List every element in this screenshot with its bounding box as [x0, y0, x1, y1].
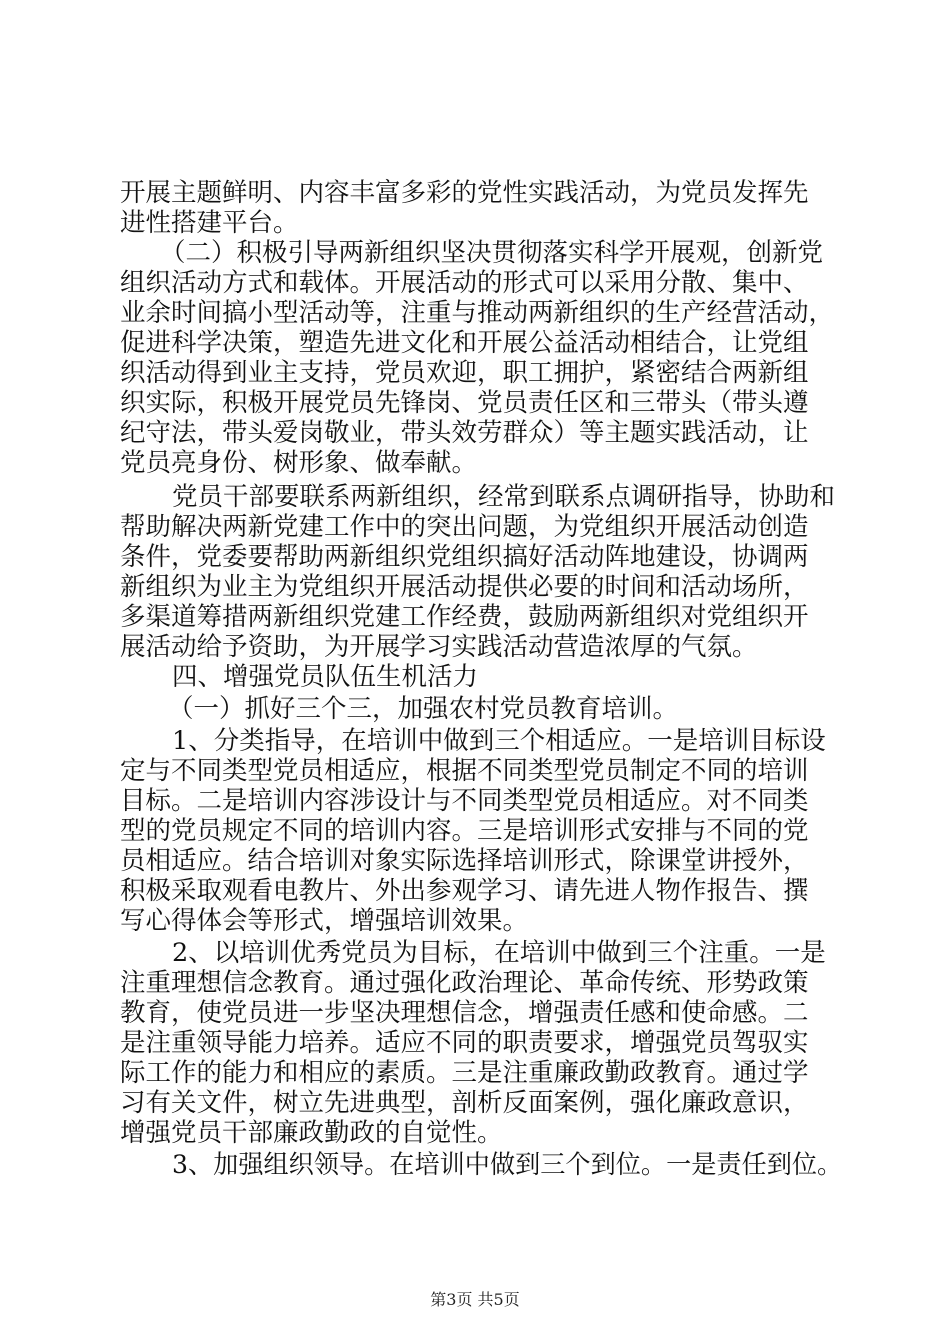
text-line-6: 促进科学决策，塑造先进文化和开展公益活动相结合，让党组 — [120, 328, 809, 358]
text-line-12: 帮助解决两新党建工作中的突出问题，为党组织开展活动创造 — [120, 512, 809, 542]
page-number-footer: 第3页 共5页 — [430, 1290, 520, 1309]
text-line-30: 际工作的能力和相应的素质。三是注重廉政勤政教育。通过学 — [120, 1058, 809, 1088]
text-line-21: 目标。二是培训内容涉设计与不同类型党员相适应。对不同类 — [120, 786, 809, 816]
paragraph-start-33: 3、加强组织领导。在培训中做到三个到位。一是责任到位。 — [172, 1150, 843, 1180]
text-line-32: 增强党员干部廉政勤政的自觉性。 — [120, 1118, 503, 1148]
text-line-16: 展活动给予资助，为开展学习实践活动营造浓厚的气氛。 — [120, 632, 758, 662]
text-line-22: 型的党员规定不同的培训内容。三是培训形式安排与不同的党 — [120, 816, 809, 846]
text-line-13: 条件，党委要帮助两新组织党组织搞好活动阵地建设，协调两 — [120, 542, 809, 572]
section-heading-2: （二）积极引导两新组织坚决贯彻落实科学开展观，创新党 — [160, 238, 824, 268]
subsection-heading-1: （一）抓好三个三，加强农村党员教育培训。 — [168, 694, 679, 724]
text-line-1: 开展主题鲜明、内容丰富多彩的党性实践活动，为党员发挥先 — [120, 178, 809, 208]
paragraph-start-19: 1、分类指导，在培训中做到三个相适应。一是培训目标设 — [172, 726, 826, 756]
text-line-9: 纪守法，带头爱岗敬业，带头效劳群众）等主题实践活动，让 — [120, 418, 809, 448]
text-line-24: 积极采取观看电教片、外出参观学习、请先进人物作报告、撰 — [120, 876, 809, 906]
text-line-31: 习有关文件，树立先进典型，剖析反面案例，强化廉政意识， — [120, 1088, 809, 1118]
text-line-14: 新组织为业主为党组织开展活动提供必要的时间和活动场所， — [120, 572, 809, 602]
text-line-4: 组织活动方式和载体。开展活动的形式可以采用分散、集中、 — [120, 268, 809, 298]
paragraph-start-26: 2、以培训优秀党员为目标，在培训中做到三个注重。一是 — [172, 938, 826, 968]
text-line-27: 注重理想信念教育。通过强化政治理论、革命传统、形势政策 — [120, 968, 809, 998]
text-line-10: 党员亮身份、树形象、做奉献。 — [120, 448, 478, 478]
text-line-28: 教育，使党员进一步坚决理想信念，增强责任感和使命感。二 — [120, 998, 809, 1028]
text-line-23: 员相适应。结合培训对象实际选择培训形式，除课堂讲授外， — [120, 846, 809, 876]
text-line-5: 业余时间搞小型活动等，注重与推动两新组织的生产经营活动， — [120, 298, 835, 328]
text-line-29: 是注重领导能力培养。适应不同的职责要求，增强党员驾驭实 — [120, 1028, 809, 1058]
text-line-2: 进性搭建平台。 — [120, 208, 299, 238]
text-line-25: 写心得体会等形式，增强培训效果。 — [120, 906, 529, 936]
section-heading-4: 四、增强党员队伍生机活力 — [172, 662, 479, 692]
text-line-20: 定与不同类型党员相适应，根据不同类型党员制定不同的培训 — [120, 756, 809, 786]
text-line-8: 织实际，积极开展党员先锋岗、党员责任区和三带头（带头遵 — [120, 388, 809, 418]
text-line-7: 织活动得到业主支持，党员欢迎，职工拥护，紧密结合两新组 — [120, 358, 809, 388]
paragraph-start-11: 党员干部要联系两新组织，经常到联系点调研指导，协助和 — [172, 482, 836, 512]
text-line-15: 多渠道筹措两新组织党建工作经费，鼓励两新组织对党组织开 — [120, 602, 809, 632]
